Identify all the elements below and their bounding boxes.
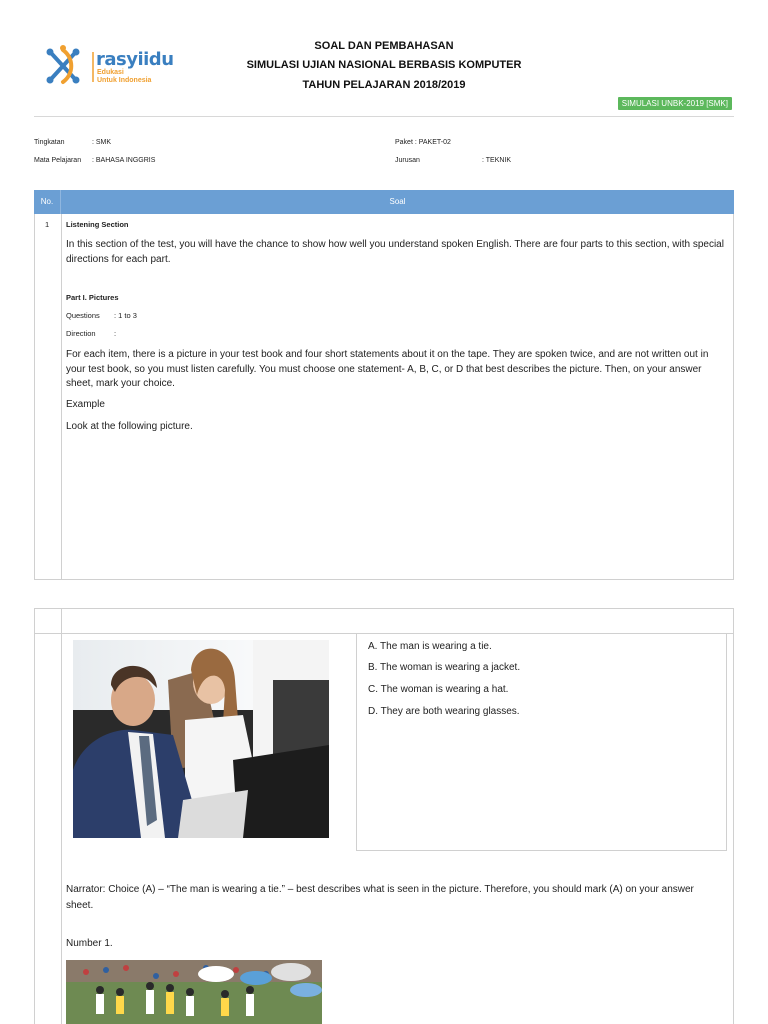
- brand-name: rasyiidu: [96, 49, 174, 70]
- option-b[interactable]: B. The woman is wearing a jacket.: [368, 662, 521, 673]
- example-label: Example: [66, 399, 105, 410]
- questions-value: : 1 to 3: [114, 311, 137, 320]
- question-number: 1: [45, 220, 50, 229]
- tingkatan-value: : SMK: [92, 139, 112, 146]
- option-d[interactable]: D. They are both wearing glasses.: [368, 706, 520, 717]
- direction-label: Direction: [66, 329, 96, 338]
- doc-title-line2: SIMULASI UJIAN NASIONAL BERBASIS KOMPUTER: [246, 59, 522, 71]
- brand-tagline-line1: Edukasi: [97, 69, 124, 76]
- tingkatan-label: Tingkatan: [34, 139, 65, 146]
- example-picture-image: [73, 640, 329, 838]
- column-divider: [61, 214, 62, 580]
- paket-text: Paket : PAKET-02: [395, 139, 451, 146]
- section-title: Listening Section: [66, 220, 129, 229]
- table-header: [34, 190, 734, 214]
- section-intro: In this section of the test, you will have the chance to show how well you understand spoken English. There are four parts to this section, with special directions for each part.: [66, 239, 724, 265]
- direction-text: For each item, there is a picture in your test book and four short statements about it on the tape. They are spoken twice, and are not written out in your test book, so you must listen carefully. You must choose one statement- A, B, C, or D that best describes the picture. Then, on your answer sheet, mark your choice.: [66, 349, 709, 389]
- jurusan-label: Jurusan: [395, 157, 420, 164]
- option-c[interactable]: C. The woman is wearing a hat.: [368, 684, 509, 695]
- look-text: Look at the following picture.: [66, 421, 193, 432]
- number-label: Number 1.: [66, 938, 113, 949]
- col-no-header: No.: [34, 190, 61, 214]
- option-a[interactable]: A. The man is wearing a tie.: [368, 641, 492, 652]
- doc-title-line1: SOAL DAN PEMBAHASAN: [314, 40, 454, 52]
- header-divider: [34, 116, 734, 117]
- brand-tagline-line2: Untuk Indonesia: [97, 77, 152, 84]
- mapel-value: : BAHASA INGGRIS: [92, 157, 156, 164]
- part-title: Part I. Pictures: [66, 293, 119, 302]
- column-divider-2: [61, 608, 62, 1024]
- number1-picture-image: [66, 960, 322, 1024]
- col-soal-header: Soal: [389, 197, 406, 206]
- doc-title-line3: TAHUN PELAJARAN 2018/2019: [302, 79, 466, 91]
- narrator-text: Narrator: Choice (A) – “The man is wearing a tie.” – best describes what is seen in the picture. Therefore, you should mark (A) on your answer sheet.: [66, 884, 694, 911]
- questions-label: Questions: [66, 311, 100, 320]
- simulation-badge: SIMULASI UNBK-2019 [SMK]: [618, 97, 732, 110]
- direction-value: :: [114, 329, 117, 338]
- mapel-label: Mata Pelajaran: [34, 157, 82, 164]
- jurusan-value: : TEKNIK: [482, 157, 512, 164]
